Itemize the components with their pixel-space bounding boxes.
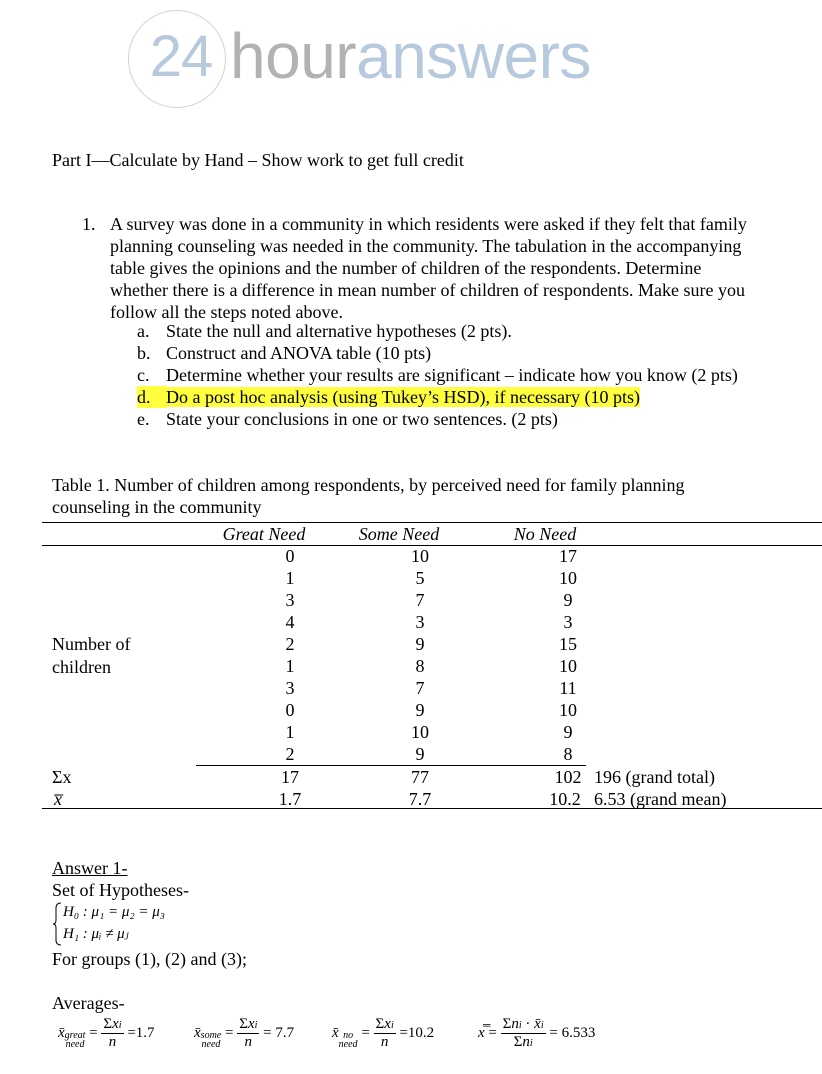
mean-no-value: =10.2 — [399, 1024, 435, 1041]
some-need-value: 10 — [411, 722, 429, 742]
no-need-value: 9 — [563, 590, 573, 610]
great-need-value: 3 — [285, 678, 295, 698]
question-item-e: e. State your conclusions in one or two sentences. (2 pts) — [137, 409, 558, 429]
groups-text: For groups (1), (2) and (3); — [52, 949, 247, 969]
logo-word-answers: answers — [356, 20, 591, 92]
grand-mean: 6.53 (grand mean) — [594, 789, 727, 809]
hypotheses-title: Set of Hypotheses- — [52, 880, 189, 900]
no-need-value: 15 — [559, 634, 577, 654]
mean-great-value: =1.7 — [127, 1024, 155, 1041]
question-line: follow all the steps noted above. — [110, 302, 343, 322]
column-great-need — [270, 545, 310, 765]
some-need-value: 10 — [411, 546, 429, 566]
some-need-value: 7 — [415, 590, 425, 610]
sum-label: Σx — [52, 767, 72, 787]
mean-great-need: 1.7 — [278, 789, 302, 809]
column-some-need — [400, 545, 440, 765]
mean-some-value: = 7.7 — [263, 1024, 295, 1041]
averages-title: Averages- — [52, 993, 125, 1013]
logo-word-hour: hour — [230, 20, 357, 92]
great-need-value: 1 — [285, 656, 295, 676]
question-items — [137, 320, 738, 430]
great-need-value: 3 — [285, 590, 295, 610]
question-item-c: c. Determine whether your results are significant – indicate how you know (2 pts) — [137, 365, 738, 385]
question-line: planning counseling was needed in the community. The tabulation in the accompanying — [110, 236, 742, 256]
great-need-value: 1 — [285, 568, 295, 588]
great-need-value: 1 — [285, 722, 295, 742]
some-need-value: 8 — [415, 656, 425, 676]
mean-no-formula: x̄ no need = $\frac{\text{Σxi}}{n}$ =10.2 — [332, 1016, 435, 1050]
no-need-value: 17 — [559, 546, 577, 566]
header-great-need: Great Need — [222, 524, 306, 544]
sum-no-need: 102 — [554, 767, 582, 787]
hypotheses-brace — [52, 902, 62, 946]
grand-mean-value: = 6.533 — [549, 1024, 596, 1041]
table-caption-line2: counseling in the community — [52, 497, 262, 517]
grand-total: 196 (grand total) — [594, 767, 715, 787]
logo-wordmark — [230, 18, 591, 94]
null-hypothesis: H₀ : μ₁ = μ₂ = μ₃ — [63, 904, 166, 920]
mean-label: x̅ — [54, 789, 62, 809]
question-number: 1. — [82, 214, 96, 234]
grand-mean-formula: x̿ = $\frac{\text{Σni · x̄i}}{\text{Σni}}$ = 6.533 — [478, 1016, 596, 1050]
some-need-value: 9 — [415, 634, 425, 654]
mean-some-formula: x̄ some need = $\frac{\text{Σxi}}{n}$ = 7.7 — [194, 1016, 295, 1050]
great-need-value: 2 — [285, 744, 295, 764]
some-need-value: 9 — [415, 700, 425, 720]
header-some-need: Some Need — [358, 524, 440, 544]
question-item-a: a. State the null and alternative hypotheses (2 pts). — [137, 321, 512, 341]
sum-some-need: 77 — [411, 767, 429, 787]
alternative-hypothesis: H₁ : μᵢ ≠ μⱼ — [63, 926, 129, 942]
no-need-value: 10 — [559, 568, 577, 588]
great-need-value: 0 — [285, 546, 295, 566]
row-label-line2: children — [52, 657, 111, 677]
no-need-value: 10 — [559, 700, 577, 720]
mean-no-need: 10.2 — [549, 789, 581, 809]
part-heading: Part I—Calculate by Hand – Show work to get full credit — [52, 150, 464, 170]
question-line: whether there is a difference in mean number of children of respondents. Make sure you — [110, 280, 745, 300]
no-need-value: 9 — [563, 722, 573, 742]
table-sum-rule — [196, 765, 586, 766]
header-no-need: No Need — [513, 524, 577, 544]
column-no-need — [548, 545, 588, 765]
sum-great-need: 17 — [281, 767, 299, 787]
some-need-value: 5 — [415, 568, 425, 588]
mean-some-need: 7.7 — [408, 789, 432, 809]
great-need-value: 4 — [285, 612, 295, 632]
table-caption-line1: Table 1. Number of children among respondents, by perceived need for family planning — [52, 475, 685, 495]
logo-number: 24 — [149, 24, 213, 89]
answer-title: Answer 1- — [52, 858, 128, 878]
no-need-value: 11 — [559, 678, 577, 698]
question-item-b: b. Construct and ANOVA table (10 pts) — [137, 343, 432, 363]
question-item-d: d. Do a post hoc analysis (using Tukey’s HSD), if necessary (10 pts) — [137, 387, 640, 407]
question-line: A survey was done in a community in which residents were asked if they felt that family — [110, 214, 747, 234]
great-need-value: 0 — [285, 700, 295, 720]
some-need-value: 3 — [415, 612, 425, 632]
no-need-value: 3 — [563, 612, 573, 632]
no-need-value: 8 — [563, 744, 573, 764]
question-line: table gives the opinions and the number of children of the respondents. Determine — [110, 258, 702, 278]
some-need-value: 9 — [415, 744, 425, 764]
mean-great-formula: x̄ great need = $\frac{\text{Σxi}}{n}$ =1.7 — [58, 1016, 155, 1050]
great-need-value: 2 — [285, 634, 295, 654]
row-label-line1: Number of — [52, 634, 131, 654]
some-need-value: 7 — [415, 678, 425, 698]
question-text — [110, 213, 747, 323]
no-need-value: 10 — [559, 656, 577, 676]
